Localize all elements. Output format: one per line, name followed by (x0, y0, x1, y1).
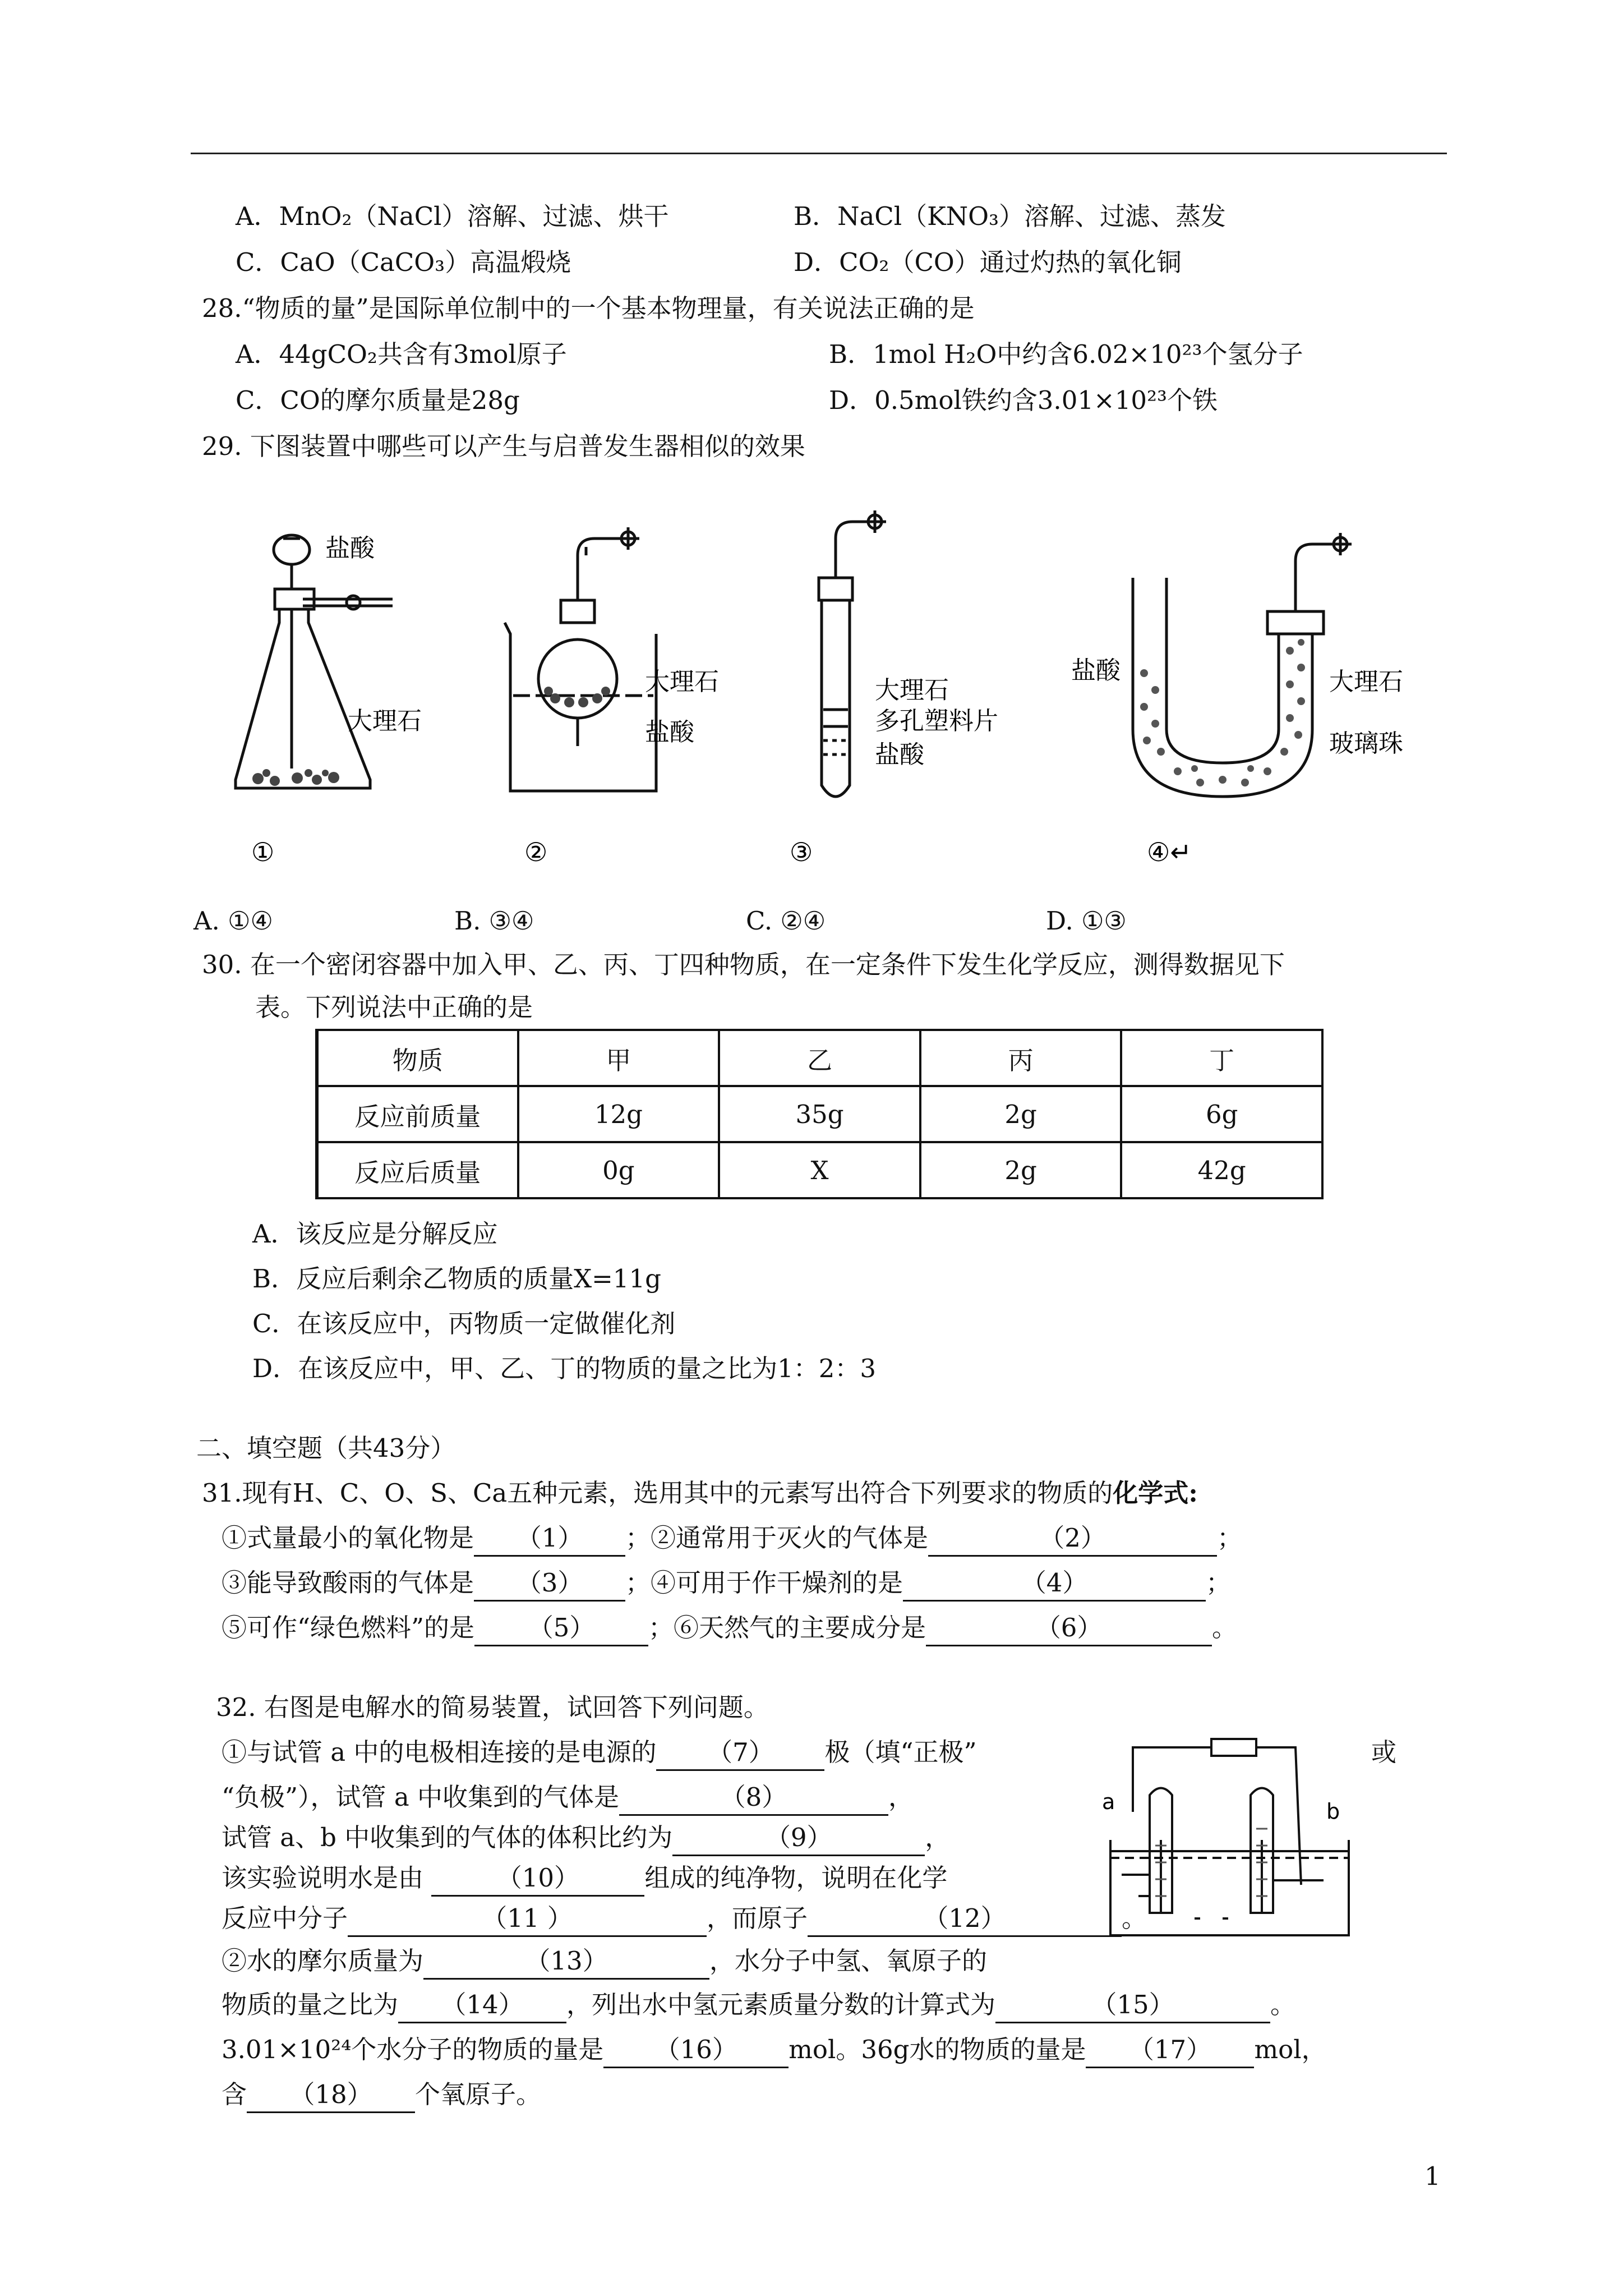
answer-blank-2[interactable]: （2） (928, 1521, 1217, 1557)
q32-stem: 32. 右图是电解水的简易装置，试回答下列问题。 (216, 1692, 769, 1722)
q32-text: 物质的量之比为 (222, 1990, 399, 2019)
q31-line2 (222, 1566, 1231, 1602)
fig2-label-marble: 大理石 (645, 668, 719, 696)
table-cell: 35g (719, 1086, 920, 1142)
table-cell: 乙 (719, 1030, 920, 1086)
q30-option-b: B．反应后剩余乙物质的质量X=11g (252, 1264, 661, 1294)
q31-text: ； (1217, 1523, 1243, 1553)
q29-option-b: B. ③④ (454, 906, 534, 936)
q32-line9 (222, 2078, 541, 2113)
table-cell: X (719, 1142, 920, 1198)
q32-line2 (222, 1780, 914, 1816)
q27-option-d: D．CO₂（CO）通过灼热的氧化铜 (794, 247, 1182, 277)
header-rule (191, 153, 1447, 154)
q32-text: mol。36g水的物质的量是 (789, 2035, 1086, 2064)
q31-stem-bold: 化学式: (1113, 1478, 1198, 1508)
answer-blank-13[interactable]: （13） (423, 1944, 709, 1980)
answer-blank-1[interactable]: （1） (474, 1521, 625, 1557)
fig-number-4: ④↵ (1147, 837, 1192, 867)
q32-text: 组成的纯净物，说明在化学 (644, 1863, 948, 1893)
apparatus-2 (505, 527, 656, 791)
q31-text: ③能导致酸雨的气体是 (222, 1568, 474, 1598)
fig4-label-marble: 大理石 (1329, 668, 1403, 696)
answer-blank-6[interactable]: （6） (926, 1611, 1212, 1646)
q31-text: ； (1206, 1568, 1232, 1598)
table-row (317, 1142, 1322, 1198)
q32-line6 (222, 1944, 987, 1980)
table-cell: 0g (518, 1142, 720, 1198)
section-2-heading: 二、填空题（共43分） (196, 1433, 456, 1463)
fig3-label-porous-plate: 多孔塑料片 (875, 707, 998, 735)
q28-option-b: B．1mol H₂O中约含6.02×10²³个氢分子 (829, 339, 1303, 369)
q30-option-a: A．该反应是分解反应 (252, 1219, 498, 1249)
q32-line5 (222, 1902, 1147, 1937)
answer-blank-8[interactable]: （8） (619, 1780, 888, 1816)
q31-text: ；⑥天然气的主要成分是 (648, 1613, 926, 1642)
fig-number-3: ③ (790, 837, 813, 867)
table-cell: 42g (1121, 1142, 1322, 1198)
q31-text: ①式量最小的氧化物是 (222, 1523, 474, 1553)
q32-text: ，而原子 (707, 1903, 808, 1933)
page-number: 1 (1424, 2161, 1441, 2191)
q31-text: ；④可用于作干燥剂的是 (625, 1568, 903, 1598)
fig2-label-hcl: 盐酸 (645, 718, 694, 747)
table-row (317, 1086, 1322, 1142)
q32-text: ， (925, 1823, 951, 1852)
q28-option-a: A．44gCO₂共含有3mol原子 (236, 339, 567, 369)
answer-blank-5[interactable]: （5） (474, 1611, 648, 1646)
table-cell: 2g (920, 1086, 1122, 1142)
answer-blank-14[interactable]: （14） (398, 1988, 566, 2023)
answer-blank-15[interactable]: （15） (995, 1988, 1270, 2023)
answer-blank-3[interactable]: （3） (474, 1566, 625, 1602)
q32-text: ②水的摩尔质量为 (222, 1946, 424, 1976)
answer-blank-9[interactable]: （9） (672, 1821, 925, 1856)
q32-text: 试管 a、b 中收集到的气体的体积比约为 (222, 1823, 673, 1852)
q32-text: 。 (1122, 1903, 1147, 1933)
q31-line3 (222, 1611, 1237, 1646)
q32-line1 (222, 1736, 976, 1771)
q31-text: ⑤可作“绿色燃料”的是 (222, 1613, 475, 1642)
q31-text: ；②通常用于灭火的气体是 (625, 1523, 929, 1553)
table-cell: 2g (920, 1142, 1122, 1198)
q32-line4 (222, 1861, 947, 1897)
table-header-row (317, 1030, 1322, 1086)
q28-option-d: D．0.5mol铁约含3.01×10²³个铁 (829, 385, 1218, 415)
table-cell: 丙 (920, 1030, 1122, 1086)
answer-blank-17[interactable]: （17） (1086, 2033, 1254, 2068)
fig1-label-marble: 大理石 (348, 707, 422, 735)
q32-text: ， (888, 1782, 914, 1812)
q32-text: ，列出水中氢元素质量分数的计算式为 (566, 1990, 996, 2019)
q31-text: 。 (1212, 1613, 1238, 1642)
q28-option-c: C．CO的摩尔质量是28g (236, 385, 520, 415)
q32-line8 (222, 2033, 1327, 2068)
electrolysis-apparatus-figure (1099, 1728, 1363, 1952)
q30-option-c: C．在该反应中，丙物质一定做催化剂 (252, 1309, 676, 1338)
fig4-label-glass-beads: 玻璃珠 (1329, 729, 1403, 758)
q32-text: 3.01×10²⁴个水分子的物质的量是 (222, 2035, 604, 2064)
q28-stem: 28.“物质的量”是国际单位制中的一个基本物理量，有关说法正确的是 (202, 293, 975, 323)
table-cell: 丁 (1121, 1030, 1322, 1086)
apparatus-1 (236, 535, 393, 788)
table-cell: 12g (518, 1086, 720, 1142)
q32-line7 (222, 1988, 1295, 2023)
q29-stem: 29. 下图装置中哪些可以产生与启普发生器相似的效果 (202, 431, 805, 461)
q32-text: 。 (1270, 1990, 1296, 2019)
fig-number-2: ② (524, 837, 548, 867)
q30-stem-line1: 30. 在一个密闭容器中加入甲、乙、丙、丁四种物质，在一定条件下发生化学反应，测得数据见下 (202, 950, 1285, 979)
q32-text: “负极”），试管 a 中收集到的气体是 (222, 1782, 619, 1812)
q31-stem-text: 31.现有H、C、O、S、Ca五种元素，选用其中的元素写出符合下列要求的物质的 (202, 1478, 1113, 1508)
answer-blank-16[interactable]: （16） (603, 2033, 789, 2068)
table-cell: 反应后质量 (317, 1142, 518, 1198)
q32-text: 反应中分子 (222, 1903, 348, 1933)
answer-blank-11[interactable]: （11 ） (348, 1902, 707, 1937)
q30-data-table (315, 1029, 1324, 1199)
answer-blank-10[interactable]: （10） (431, 1861, 644, 1897)
q32-line1-end: 或 (1371, 1737, 1397, 1767)
q27-option-c: C．CaO（CaCO₃）高温煅烧 (236, 247, 571, 277)
q32-text: mol， (1254, 2035, 1327, 2064)
answer-blank-4[interactable]: （4） (903, 1566, 1206, 1602)
q32-line3 (222, 1821, 950, 1856)
q29-option-d: D. ①③ (1046, 906, 1127, 936)
q32-text: ①与试管 a 中的电极相连接的是电源的 (222, 1737, 657, 1767)
answer-blank-12[interactable]: （12） (808, 1902, 1122, 1937)
fig-number-1: ① (251, 837, 275, 867)
q30-stem-line2: 表。下列说法中正确的是 (255, 992, 533, 1022)
q29-option-c: C. ②④ (746, 906, 826, 936)
tube-a-label: a (1102, 1789, 1115, 1814)
table-cell: 6g (1121, 1086, 1322, 1142)
answer-blank-18[interactable]: （18） (247, 2078, 415, 2113)
q32-text: 个氧原子。 (415, 2079, 542, 2109)
q31-stem (202, 1476, 1198, 1510)
q30-option-d: D．在该反应中，甲、乙、丁的物质的量之比为1：2：3 (252, 1354, 876, 1383)
q32-text: 极（填“正极” (824, 1737, 977, 1767)
q32-text: 该实验说明水是由 (222, 1863, 424, 1893)
answer-blank-7[interactable]: （7） (656, 1736, 824, 1771)
table-cell: 甲 (518, 1030, 720, 1086)
q29-option-a: A. ①④ (193, 906, 273, 936)
table-cell: 物质 (317, 1030, 518, 1086)
q31-line1 (222, 1521, 1242, 1557)
fig1-label-hcl: 盐酸 (325, 534, 375, 563)
q27-option-b: B．NaCl（KNO₃）溶解、过滤、蒸发 (794, 201, 1227, 231)
q32-text: ，水分子中氢、氧原子的 (709, 1946, 988, 1976)
apparatus-4 (1133, 533, 1352, 797)
fig3-label-hcl: 盐酸 (875, 740, 924, 769)
q27-option-a: A．MnO₂（NaCl）溶解、过滤、烘干 (236, 201, 669, 231)
table-cell: 反应前质量 (317, 1086, 518, 1142)
q29-apparatus-figure (213, 505, 1413, 875)
q32-text: 含 (222, 2079, 247, 2109)
tube-b-label: b (1326, 1799, 1340, 1824)
fig3-label-marble: 大理石 (875, 676, 949, 705)
fig4-label-hcl: 盐酸 (1071, 656, 1121, 685)
